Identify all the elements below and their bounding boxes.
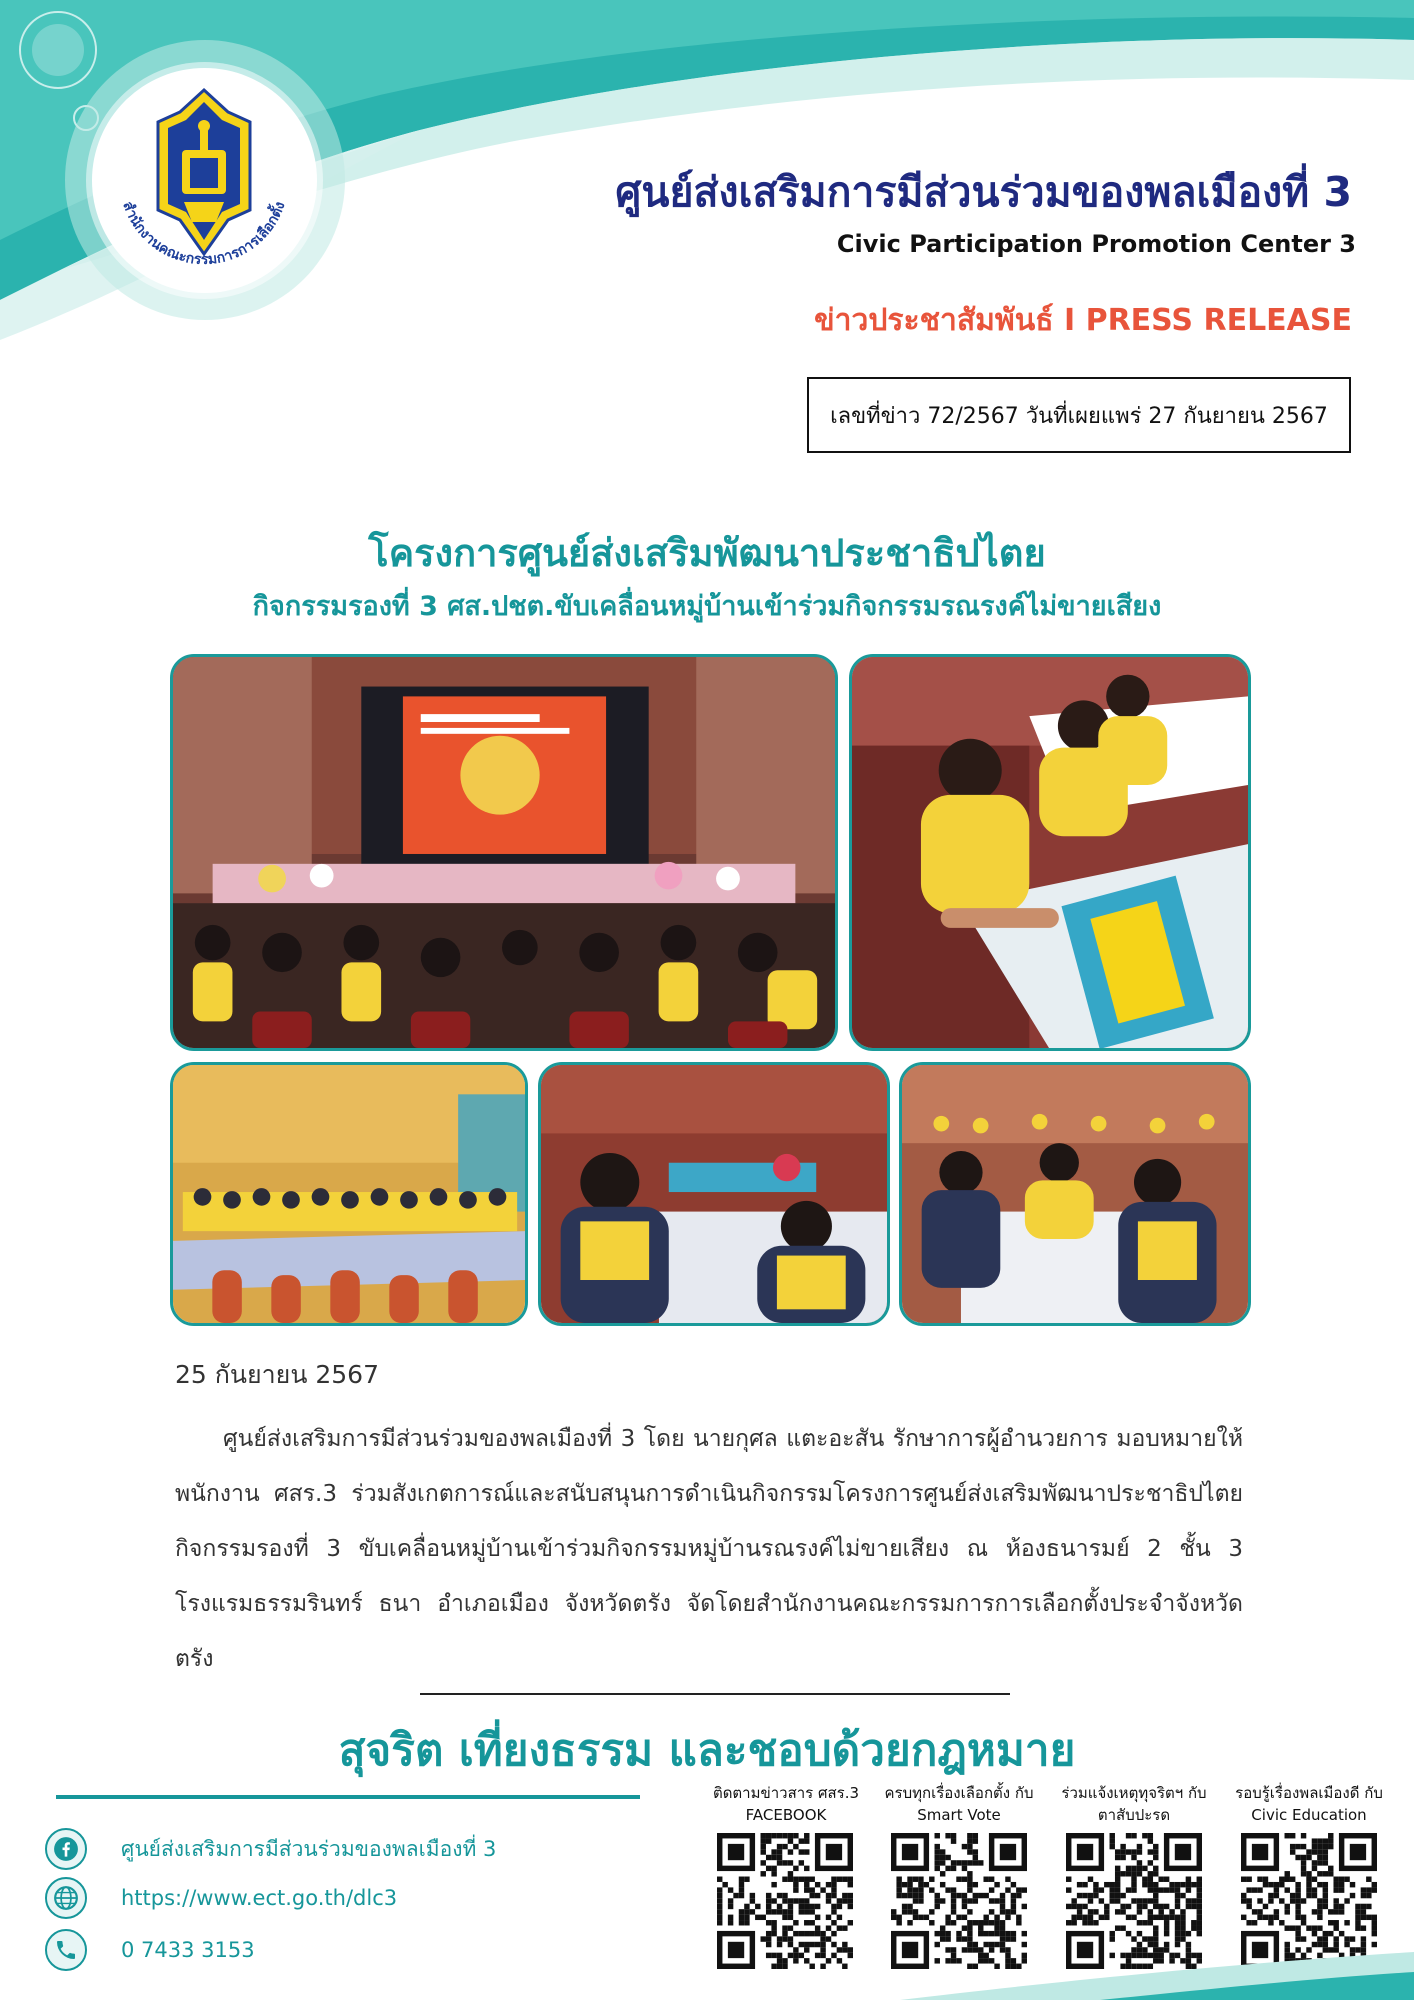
qr-code-civic-education[interactable]	[1241, 1833, 1377, 1969]
qr-caption-ta-sapparod: ร่วมแจ้งเหตุทุจริตฯ กับ ตาสับปะรด	[1061, 1784, 1207, 1824]
separator-line	[420, 1693, 1010, 1695]
globe-icon	[45, 1877, 87, 1919]
contact-divider	[56, 1795, 640, 1799]
article-body: ศูนย์ส่งเสริมการมีส่วนร่วมของพลเมืองที่ 3 โดย นายกุศล แตะอะสัน รักษาการผู้อำนวยการ มอบหมายให้พนักงาน ศสร.3 ร่วมสังเกตการณ์และสนับสนุนการดำเนินกิจกรรมโครงการศูนย์ส่งเสริมพัฒนาประชาธิปไตย กิจกรรมรองที่ 3 ขับเคลื่อนหมู่บ้านเข้าร่วมกิจกรรมหมู่บ้านรณรงค์ไม่ขายเสียง ณ ห้องธนารมย์ 2 ชั้น 3 โรงแรมธรรมรินทร์ ธนา อำเภอเมือง จังหวัดตรัง จัดโดยสำนักงานคณะกรรมการการเลือกตั้งประจำจังหวัดตรัง	[175, 1426, 1243, 1672]
contact-facebook[interactable]	[45, 1828, 496, 1870]
org-name-english: Civic Participation Promotion Center 3	[836, 230, 1356, 258]
qr-caption-facebook: ติดตามข่าวสาร ศสร.3 FACEBOOK	[712, 1784, 860, 1824]
article-date: 25 กันยายน 2567	[175, 1360, 379, 1389]
news-number: เลขที่ข่าว 72/2567 วันที่เผยแพร่ 27 กันยายน 2567	[830, 403, 1328, 429]
photo-group-discussion	[538, 1062, 890, 1326]
footer-wave	[0, 1952, 1414, 2000]
facebook-icon	[45, 1828, 87, 1870]
photo-writing-banner	[849, 654, 1251, 1051]
org-name-thai: ศูนย์ส่งเสริมการมีส่วนร่วมของพลเมืองที่ 3	[615, 168, 1352, 216]
contact-phone-text: 0 7433 3153	[121, 1938, 255, 1962]
photo-table-group	[899, 1062, 1251, 1326]
contact-website[interactable]	[45, 1877, 397, 1919]
press-release-label: ข่าวประชาสัมพันธ์ I PRESS RELEASE	[814, 303, 1352, 338]
qr-code-smart-vote[interactable]	[891, 1833, 1027, 1969]
svg-text:สำนักงานคณะกรรมการการเลือกตั้ง: สำนักงานคณะกรรมการการเลือกตั้ง	[119, 199, 289, 269]
slogan: สุจริต เที่ยงธรรม และชอบด้วยกฎหมาย	[338, 1725, 1076, 1776]
qr-code-facebook[interactable]	[717, 1833, 853, 1969]
project-subtitle: กิจกรรมรองที่ 3 ศส.ปชต.ขับเคลื่อนหมู่บ้านเข้าร่วมกิจกรรมรณรงค์ไม่ขายเสียง	[252, 591, 1162, 622]
photo-audience-room	[170, 1062, 528, 1326]
photo-seminar-stage	[170, 654, 838, 1051]
contact-facebook-text: ศูนย์ส่งเสริมการมีส่วนร่วมของพลเมืองที่ 3	[121, 1836, 497, 1861]
qr-code-ta-sapparod[interactable]	[1066, 1833, 1202, 1969]
qr-caption-smart-vote: ครบทุกเรื่องเลือกตั้ง กับ Smart Vote	[884, 1784, 1034, 1824]
qr-caption-civic-education: รอบรู้เรื่องพลเมืองดี กับ Civic Education	[1235, 1784, 1383, 1824]
ect-logo	[92, 68, 317, 293]
contact-website-text: https://www.ect.go.th/dlc3	[121, 1886, 398, 1910]
news-number-box	[807, 377, 1351, 453]
project-title: โครงการศูนย์ส่งเสริมพัฒนาประชาธิปไตย	[368, 531, 1046, 575]
